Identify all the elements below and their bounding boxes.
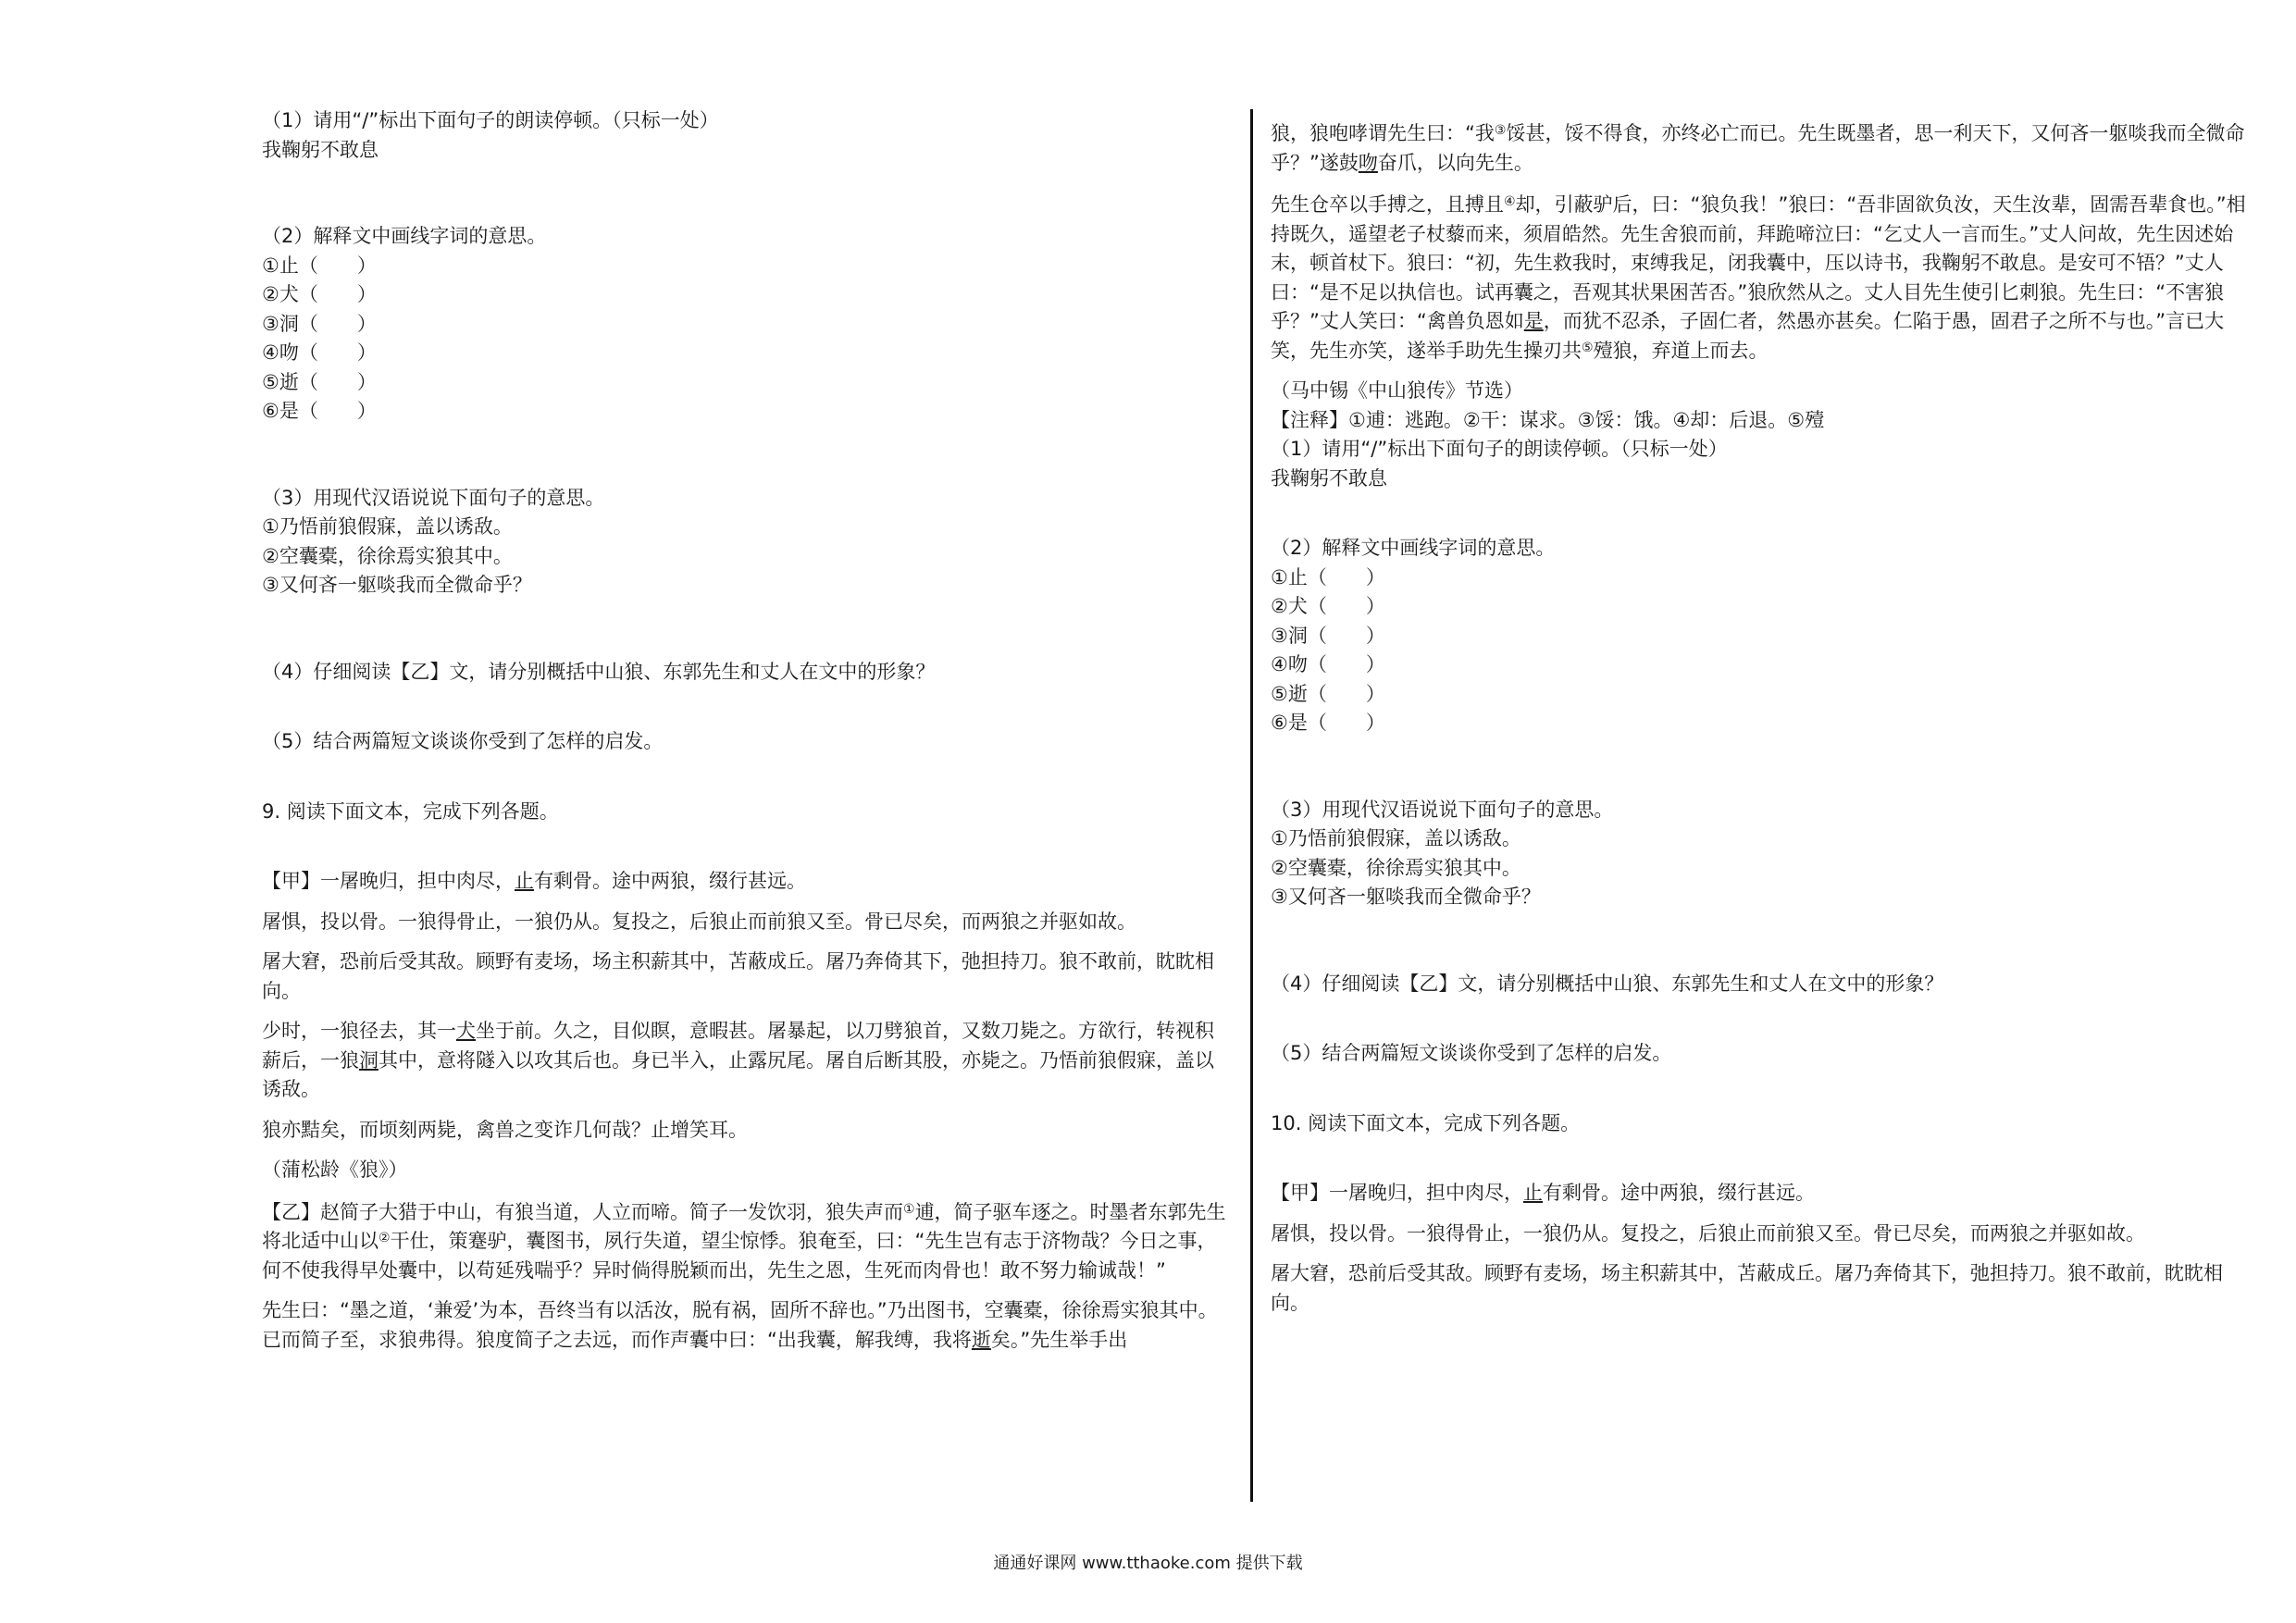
yi-paragraph-2: 先生曰：“墨之道，‘兼爱’为本，吾终当有以活汝，脱有祸，固所不辞也。”乃出图书，空囊橐，徐徐焉实狼其中。已而简子至，求狼弗得。狼度简子之去远，而作声囊中曰：“出我囊，解我缚，我将逝矣。”先生举手出 [262, 1299, 1218, 1351]
q2-title: （2）解释文中画线字词的意思。 [262, 225, 547, 247]
right-column [1271, 106, 2246, 1318]
left-column [262, 106, 1232, 1355]
yi-paragraph-3: 先生仓卒以手搏之，且搏且④却，引蔽驴后，曰：“狼负我！”狼曰：“吾非固欲负汝，天生汝辈，固需吾辈食也。”相持既久，遥望老子杖藜而来，须眉皓然。先生舍狼而前，拜跪啼泣曰：“乞丈人一言而生。”丈人问故，先生因述始末，顿首杖下。狼曰：“初，先生救我时，束缚我足，闭我囊中，压以诗书，我鞠躬不敢息。是安可不啎？”丈人曰：“是不足以执信也。试再囊之，吾观其状果困苦否。”狼欣然从之。丈人目先生使引匕刺狼。先生曰：“不害狼乎？”丈人笑曰：“禽兽负恩如是，而犹不忍杀，子固仁者，然愚亦甚矣。仁陷于愚，固君子之所不与也。”言已大笑，先生亦笑，遂举手助先生操刃共⑤殪狼，弃道上而去。 [1271, 193, 2246, 362]
q2-option[interactable]: ⑤逝（ ） [1271, 682, 1385, 705]
q3-item: ①乃悟前狼假寐，盖以诱敌。 [1271, 827, 1521, 849]
jia-paragraph-1: 【甲】一屠晚归，担中肉尽，止有剩骨。途中两狼，缀行甚远。 [262, 870, 806, 892]
q2-option[interactable]: ⑥是（ ） [1271, 712, 1385, 734]
underlined-word: 吻 [1358, 151, 1378, 174]
q10-title: 10. 阅读下面文本，完成下列各题。 [1271, 1111, 1581, 1134]
underlined-word: 洞 [359, 1048, 379, 1072]
jia-paragraph-1: 【甲】一屠晚归，担中肉尽，止有剩骨。途中两狼，缀行甚远。 [1271, 1182, 1815, 1204]
q1-title: （1）请用“/”标出下面句子的朗读停顿。（只标一处） [1271, 438, 1728, 460]
q2-title: （2）解释文中画线字词的意思。 [1271, 537, 1556, 559]
page-footer: 通通好课网 www.tthaoke.com 提供下载 [993, 1554, 1303, 1573]
q2-option[interactable]: ③洞（ ） [262, 312, 377, 335]
underlined-word: 犬 [456, 1020, 476, 1042]
q2-option[interactable]: ⑥是（ ） [262, 400, 377, 422]
jia-paragraph-2: 屠惧，投以骨。一狼得骨止，一狼仍从。复投之，后狼止而前狼又至。骨已尽矣，而两狼之并驱如故。 [1271, 1221, 2145, 1245]
jia-source: （蒲松龄《狼》） [262, 1158, 408, 1181]
q3-item: ③又何吝一躯啖我而全微命乎？ [1271, 886, 1541, 908]
q2-option[interactable]: ②犬（ ） [1271, 595, 1385, 617]
jia-paragraph-5: 狼亦黠矣，而顷刻两毙，禽兽之变诈几何哉？止增笑耳。 [262, 1118, 748, 1141]
yi-continuation: 狼，狼咆哮谓先生曰：“我③馁甚，馁不得食，亦终必亡而已。先生既墨者，思一利天下，又何吝一躯啖我而全微命乎？”遂鼓吻奋爪，以向先生。 [1271, 122, 2245, 174]
underlined-word: 止 [1523, 1182, 1543, 1204]
jia-paragraph-3: 屠大窘，恐前后受其敌。顾野有麦场，场主积薪其中，苫蔽成丘。屠乃奔倚其下，弛担持刀。狼不敢前，眈眈相向。 [1271, 1262, 2223, 1314]
yi-paragraph-1: 【乙】赵简子大猎于中山，有狼当道，人立而啼。简子一发饮羽，狼失声而①逋，简子驱车逐之。时墨者东郭先生将北适中山以②干仕，策蹇驴，囊图书，夙行失道，望尘惊悸。狼奄至，曰：“先生岂有志于济物哉？今日之事，何不使我得早处囊中，以苟延残喘乎？异时倘得脱颖而出，先生之恩，生死而肉骨也！敢不努力输诚哉！” [262, 1200, 1226, 1282]
underlined-word: 是 [1523, 310, 1544, 332]
q3-item: ②空囊橐，徐徐焉实狼其中。 [262, 544, 513, 567]
annotation-note: 【注释】①逋：逃跑。②干：谋求。③馁：饿。④却：后退。⑤殪 [1271, 408, 1825, 431]
q1-title: （1）请用“/”标出下面句子的朗读停顿。（只标一处） [262, 109, 719, 131]
q9-title: 9. 阅读下面文本，完成下列各题。 [262, 799, 559, 823]
q2-option[interactable]: ②犬（ ） [262, 283, 377, 305]
q2-option[interactable]: ⑤逝（ ） [262, 370, 377, 393]
jia-paragraph-4: 少时，一狼径去，其一犬坐于前。久之，目似瞑，意暇甚。屠暴起，以刀劈狼首，又数刀毙之。方欲行，转视积薪后，一狼洞其中，意将隧入以攻其后也。身已半入，止露尻尾。屠自后断其股，亦毙之。乃悟前狼假寐，盖以诱敌。 [262, 1020, 1214, 1100]
q2-option[interactable]: ①止（ ） [262, 254, 377, 277]
q3-item: ③又何吝一躯啖我而全微命乎？ [262, 574, 532, 596]
yi-source: （马中锡《中山狼传》节选） [1271, 379, 1523, 402]
q1-sentence: 我鞠躬不敢息 [1271, 466, 1387, 489]
q4-question: （4）仔细阅读【乙】文，请分别概括中山狼、东郭先生和丈人在文中的形象？ [1271, 972, 1944, 995]
footnote-marker: ① [903, 1201, 915, 1217]
jia-paragraph-3: 屠大窘，恐前后受其敌。顾野有麦场，场主积薪其中，苫蔽成丘。屠乃奔倚其下，弛担持刀。狼不敢前，眈眈相向。 [262, 950, 1214, 1002]
underlined-word: 止 [515, 870, 534, 892]
q3-item: ①乃悟前狼假寐，盖以诱敌。 [262, 515, 513, 538]
footnote-marker: ⑤ [1582, 340, 1594, 355]
footnote-marker: ② [379, 1231, 391, 1245]
q4-question: （4）仔细阅读【乙】文，请分别概括中山狼、东郭先生和丈人在文中的形象？ [262, 660, 936, 683]
q2-option[interactable]: ④吻（ ） [262, 341, 377, 364]
q2-options [1271, 564, 2246, 738]
q3-title: （3）用现代汉语说说下面句子的意思。 [1271, 798, 1614, 821]
footnote-marker: ④ [1504, 194, 1516, 209]
q3-item: ②空囊橐，徐徐焉实狼其中。 [1271, 856, 1521, 879]
q3-title: （3）用现代汉语说说下面句子的意思。 [262, 486, 605, 509]
jia-paragraph-2: 屠惧，投以骨。一狼得骨止，一狼仍从。复投之，后狼止而前狼又至。骨已尽矣，而两狼之并驱如故。 [262, 910, 1136, 933]
underlined-word: 逝 [971, 1328, 991, 1351]
q2-option[interactable]: ①止（ ） [1271, 565, 1385, 588]
footnote-marker: ③ [1494, 123, 1507, 138]
q5-question: （5）结合两篇短文谈谈你受到了怎样的启发。 [262, 730, 664, 752]
q5-question: （5）结合两篇短文谈谈你受到了怎样的启发。 [1271, 1042, 1672, 1064]
q1-sentence: 我鞠躬不敢息 [262, 138, 379, 161]
q2-options [262, 252, 1232, 427]
q2-option[interactable]: ④吻（ ） [1271, 653, 1385, 675]
column-divider [1250, 109, 1253, 1502]
q2-option[interactable]: ③洞（ ） [1271, 624, 1385, 647]
